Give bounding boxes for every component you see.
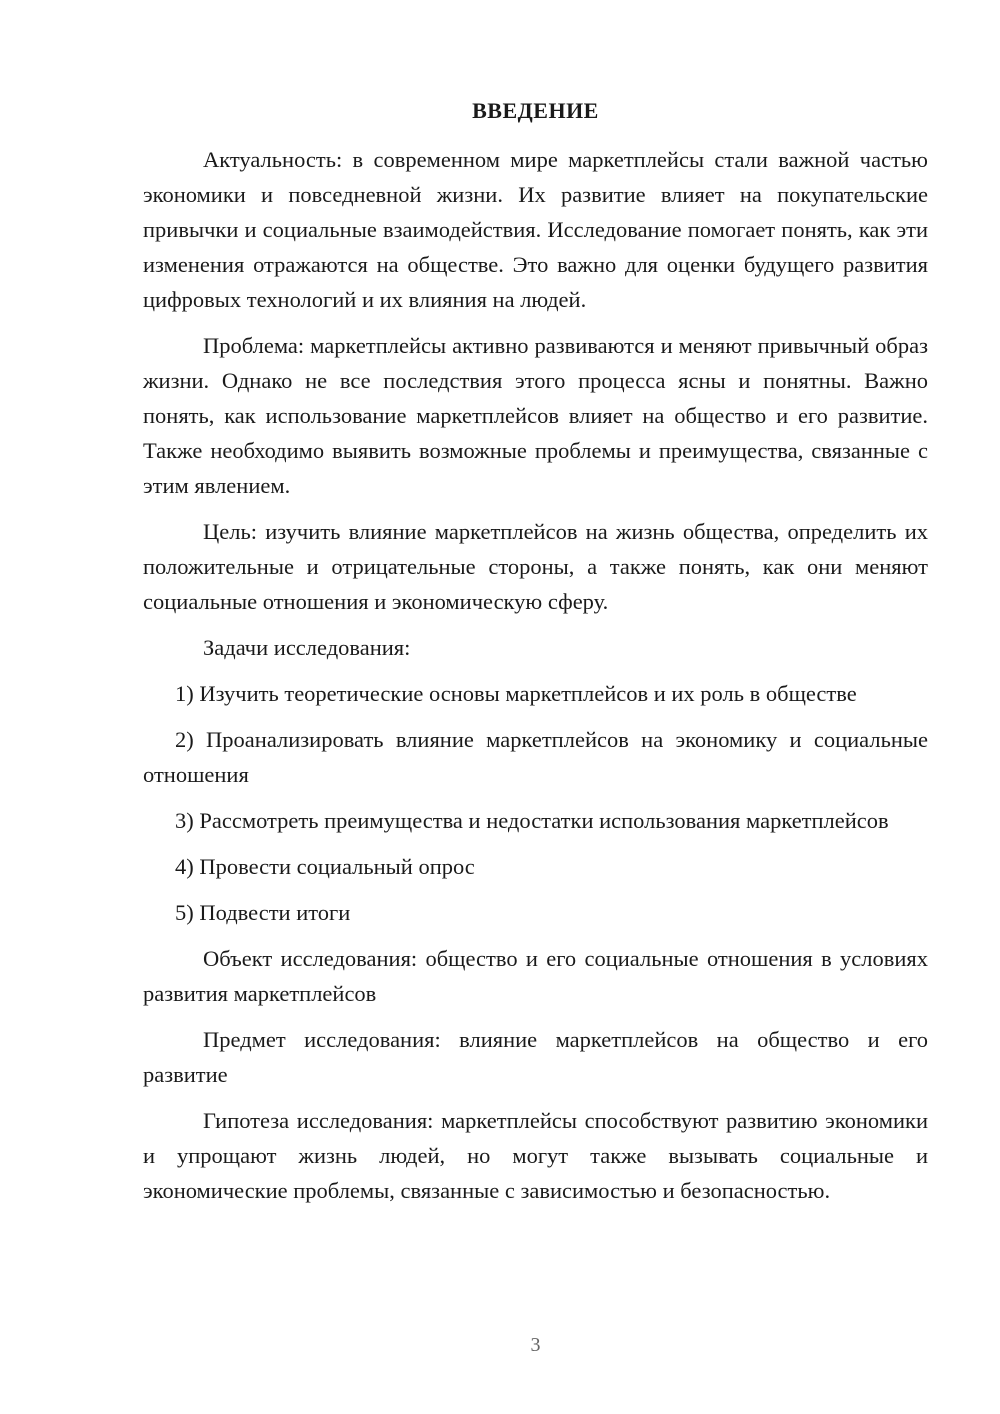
object-paragraph: Объект исследования: общество и его социальные отношения в условиях развития маркетплейсов	[143, 946, 928, 1006]
page-number: 3	[530, 1334, 541, 1356]
goal-paragraph: Цель: изучить влияние маркетплейсов на жизнь общества, определить их положительные и отрицательные стороны, а также понять, как они меняют социальные отношения и экономическую сферу.	[143, 519, 928, 614]
task-item: 2) Проанализировать влияние маркетплейсов на экономику и социальные отношения	[143, 727, 928, 787]
relevance-paragraph: Актуальность: в современном мире маркетплейсы стали важной частью экономики и повседневной жизни. Их развитие влияет на покупательские привычки и социальные взаимодействия. Исследование помогает понять, как эти изменения отражаются на обществе. Это важно для оценки будущего развития цифровых технологий и их влияния на людей.	[143, 147, 928, 312]
task-item: 3) Рассмотреть преимущества и недостатки использования маркетплейсов	[175, 808, 889, 833]
document-page	[143, 0, 928, 1414]
document-body	[143, 142, 928, 1219]
task-item: 4) Провести социальный опрос	[175, 854, 475, 879]
task-item: 5) Подвести итоги	[175, 900, 351, 925]
hypothesis-paragraph: Гипотеза исследования: маркетплейсы способствуют развитию экономики и упрощают жизнь людей, но могут также вызывать социальные и экономические проблемы, связанные с зависимостью и безопасностью.	[143, 1108, 928, 1203]
tasks-heading: Задачи исследования:	[203, 635, 411, 660]
subject-paragraph: Предмет исследования: влияние маркетплейсов на общество и его развитие	[143, 1027, 928, 1087]
task-item: 1) Изучить теоретические основы маркетплейсов и их роль в обществе	[175, 681, 857, 706]
problem-paragraph: Проблема: маркетплейсы активно развиваются и меняют привычный образ жизни. Однако не все последствия этого процесса ясны и понятны. Важно понять, как использование маркетплейсов влияет на общество и его развитие. Также необходимо выявить возможные проблемы и преимущества, связанные с этим явлением.	[143, 333, 928, 498]
page-title: ВВЕДЕНИЕ	[472, 98, 599, 123]
